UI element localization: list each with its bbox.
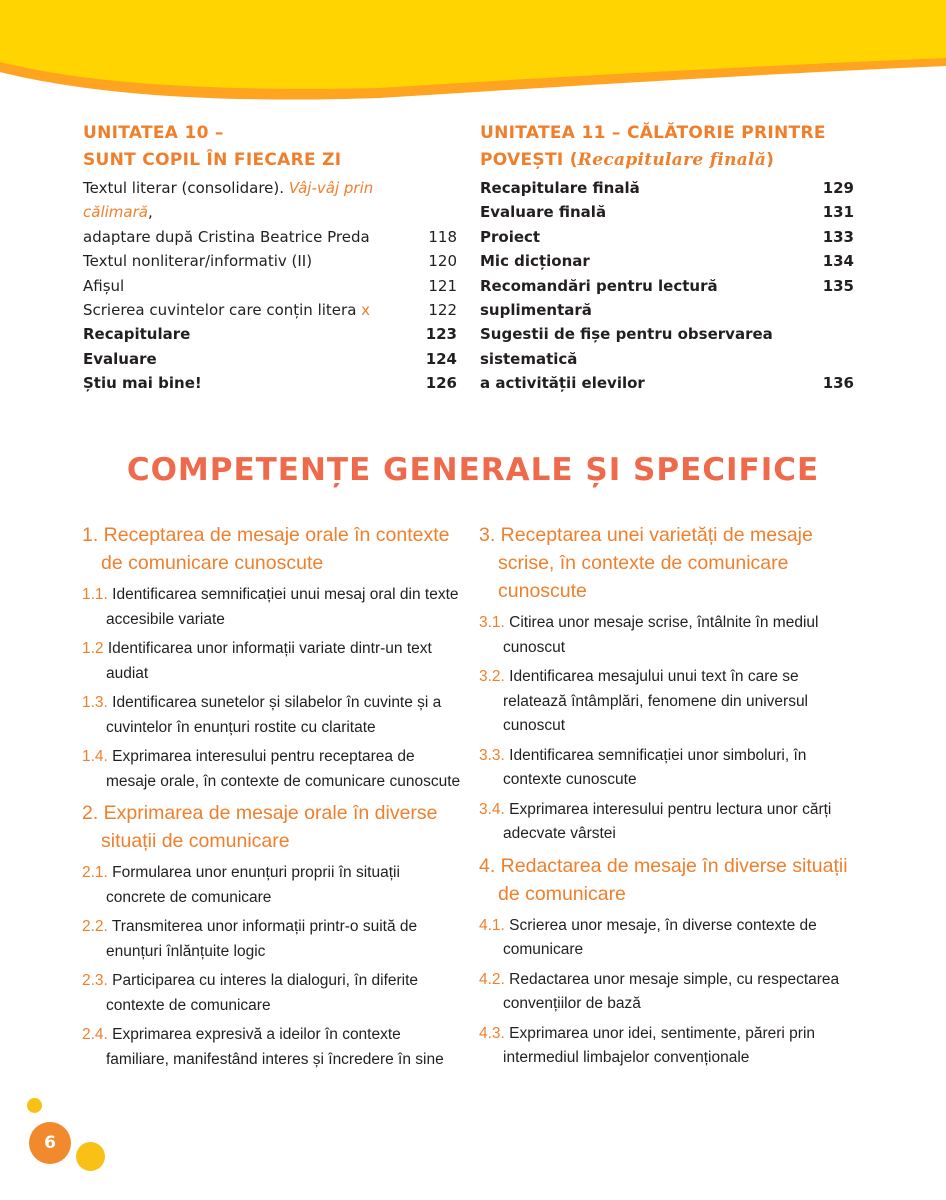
toc-entry-page: 131 <box>822 203 854 222</box>
toc-entry-page: 126 <box>425 374 457 393</box>
competence-item <box>82 915 462 964</box>
competence-group-title: 1. Receptarea de mesaje orale în contexte de comunicare cunoscute <box>82 524 450 574</box>
competence-column-left <box>82 521 462 1077</box>
toc-entry <box>83 371 457 395</box>
competence-number: 1.4. <box>82 748 108 765</box>
unit-11-title-part: POVEȘTI ( <box>480 150 578 170</box>
unit-10-title <box>83 120 457 174</box>
toc-entry-letter: x <box>361 301 371 320</box>
toc-entry-text: Afișul <box>83 276 125 295</box>
competence-text: Exprimarea interesului pentru lectura unor cărți adecvate vârstei <box>503 800 832 842</box>
toc-entry <box>480 225 854 249</box>
toc-entry <box>480 176 854 200</box>
toc-entry <box>480 371 854 395</box>
competence-text: Exprimarea interesului pentru receptarea de mesaje orale, în contexte de comunicare cunoscute <box>106 748 461 790</box>
toc-entry-italic-title: Vâj-vâj prin călimară <box>83 179 374 222</box>
toc-entry-text: Textul nonliterar/informativ (II) <box>83 252 313 271</box>
toc-entry-page: 136 <box>822 374 854 393</box>
competence-text: Citirea unor mesaje scrise, întâlnite în mediul cunoscut <box>503 614 819 656</box>
competence-number: 2.3. <box>82 972 108 989</box>
competence-item <box>82 745 462 794</box>
toc-entry-page: 122 <box>428 301 457 320</box>
toc-entry <box>83 274 457 298</box>
toc-entry-page: 118 <box>428 227 457 246</box>
toc-unit-10 <box>83 120 457 396</box>
competence-item <box>479 968 859 1017</box>
unit-11-title <box>480 120 854 174</box>
toc-entry-text: Proiect <box>480 227 541 246</box>
competence-text: Transmiterea unor informații printr-o suită de enunțuri înlănțuite logic <box>106 918 418 960</box>
header-wave-decoration <box>0 0 946 110</box>
competence-number: 2.1. <box>82 864 108 881</box>
competence-text: Identificarea unor informații variate dintr-un text audiat <box>106 640 432 682</box>
unit-10-title-line1: UNITATEA 10 – <box>83 123 224 143</box>
competence-item <box>479 744 859 793</box>
toc-entry-text: Scrierea cuvintelor care conțin litera <box>83 301 357 320</box>
competence-item <box>479 914 859 963</box>
competence-item <box>82 637 462 686</box>
competence-text: Identificarea semnificației unui mesaj oral din texte accesibile variate <box>106 586 459 628</box>
toc-entry-text: Știu mai bine! <box>83 374 202 393</box>
competence-text: Formularea unor enunțuri proprii în situații concrete de comunicare <box>106 864 400 906</box>
toc-entry-text: Recapitulare <box>83 325 191 344</box>
toc-entry <box>83 249 457 273</box>
toc-entry-page: 124 <box>425 349 457 368</box>
toc-entry-text: Recapitulare finală <box>480 179 640 197</box>
competence-number: 4.3. <box>479 1024 505 1042</box>
unit-10-title-line2: SUNT COPIL ÎN FIECARE ZI <box>83 150 342 170</box>
unit-11-title-line2 <box>480 147 854 174</box>
competence-group-title: 2. Exprimarea de mesaje orale în diverse situații de comunicare <box>82 802 438 852</box>
competence-text: Participarea cu interes la dialoguri, în diferite contexte de comunicare <box>106 972 419 1014</box>
toc-entry-comma: , <box>147 203 153 222</box>
toc-entry-text: Evaluare <box>83 349 157 368</box>
unit-11-title-line1: UNITATEA 11 – CĂLĂTORIE PRINTRE <box>480 123 826 143</box>
competence-group-title: 4. Redactarea de mesaje în diverse situații de comunicare <box>479 854 848 905</box>
competence-item <box>479 1022 859 1071</box>
decorative-dot <box>27 1098 42 1113</box>
toc-entry-page: 123 <box>425 325 457 344</box>
competence-item <box>479 611 859 660</box>
competence-number: 1.2 <box>82 640 104 657</box>
competence-number: 3.1. <box>479 614 505 631</box>
competence-text: Identificarea sunetelor și silabelor în cuvinte și a cuvintelor în enunțuri rostite cu claritate <box>106 694 442 736</box>
toc-entry <box>480 322 854 371</box>
toc-entry-page: 135 <box>822 276 854 295</box>
toc-entry-text: Sugestii de fișe pentru observarea sistematică <box>480 325 773 368</box>
competence-text: Redactarea unor mesaje simple, cu respectarea convențiilor de bază <box>503 970 840 1012</box>
competence-text: Identificarea mesajului unui text în care se relatează întâmplări, fenomene din universul cunoscut <box>503 668 809 734</box>
toc-entry <box>480 200 854 224</box>
toc-entry-text: a activității elevilor <box>480 374 645 393</box>
page-number: 6 <box>29 1122 71 1164</box>
competence-group-title: 3. Receptarea unei varietăți de mesaje scrise, în contexte de comunicare cunoscute <box>479 524 813 602</box>
competence-item <box>479 798 859 847</box>
competence-number: 1.3. <box>82 694 108 711</box>
competence-number: 3.2. <box>479 668 505 685</box>
toc-entry-text: adaptare după Cristina Beatrice Preda <box>83 227 370 246</box>
toc-entry <box>83 176 457 225</box>
competence-number: 4.1. <box>479 916 505 934</box>
toc-entry-page: 120 <box>428 252 457 271</box>
competence-number: 2.2. <box>82 918 108 935</box>
competence-number: 4.2. <box>479 970 505 988</box>
competence-item <box>82 583 462 632</box>
section-title: COMPETENȚE GENERALE ȘI SPECIFICE <box>126 452 820 488</box>
toc-entry <box>83 298 457 322</box>
competence-column-right <box>479 521 859 1076</box>
competence-text: Scrierea unor mesaje, în diverse contexte de comunicare <box>503 916 817 958</box>
competence-text: Exprimarea expresivă a ideilor în contexte familiare, manifestând interes și încredere în sine <box>106 1026 444 1068</box>
competence-number: 3.4. <box>479 800 505 818</box>
competence-number: 1.1. <box>82 586 108 603</box>
toc-entry-page: 129 <box>822 179 854 197</box>
competence-item <box>82 691 462 740</box>
decorative-dot <box>76 1142 105 1171</box>
toc-unit-11 <box>480 120 854 396</box>
toc-entry-page: 133 <box>822 227 854 246</box>
toc-entry <box>83 225 457 249</box>
toc-entry <box>480 274 854 323</box>
toc-entry-text: Textul literar (consolidare). <box>83 179 285 197</box>
competence-text: Exprimarea unor idei, sentimente, păreri prin intermediul limbajelor convenționale <box>503 1024 816 1066</box>
toc-entry <box>83 347 457 371</box>
toc-entry <box>83 322 457 346</box>
toc-entry-text: Mic dicționar <box>480 252 590 271</box>
competence-item <box>82 1023 462 1072</box>
toc-entry-page: 121 <box>428 276 457 295</box>
competence-item <box>479 665 859 739</box>
competence-item <box>82 861 462 910</box>
toc-entry-text: Evaluare finală <box>480 203 607 222</box>
competence-number: 2.4. <box>82 1026 108 1043</box>
unit-11-title-italic: Recapitulare finală <box>577 150 767 170</box>
toc-entry <box>480 249 854 273</box>
toc-entry-text: Recomandări pentru lectură suplimentară <box>480 276 718 320</box>
competence-number: 3.3. <box>479 746 505 764</box>
competence-item <box>82 969 462 1018</box>
competence-text: Identificarea semnificației unor simboluri, în contexte cunoscute <box>503 746 807 788</box>
unit-11-title-part: ) <box>766 150 775 170</box>
toc-entry-page: 134 <box>822 252 854 271</box>
